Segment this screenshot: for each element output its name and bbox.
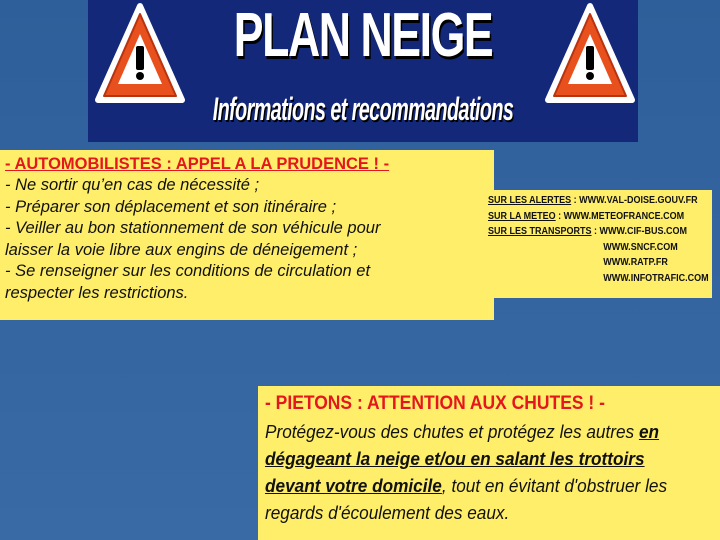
info-links-box <box>484 190 712 298</box>
drivers-line: - Veiller au bon stationnement de son véhicule pour <box>5 219 381 237</box>
pedestrians-heading: - PIETONS : ATTENTION AUX CHUTES ! - <box>265 393 605 414</box>
drivers-heading: - AUTOMOBILISTES : APPEL A LA PRUDENCE ! - <box>5 155 390 173</box>
pedestrians-text-part: , tout en évitant d'obstruer les <box>441 475 668 496</box>
drivers-line: - Se renseigner sur les conditions de circulation et <box>5 262 371 280</box>
transport-link-row <box>488 224 690 240</box>
drivers-line: laisser la voie libre aux engins de déneigement ; <box>5 240 358 259</box>
drivers-line: respecter les restrictions. <box>5 283 189 302</box>
pedestrians-advice-box <box>258 386 720 540</box>
meteo-label: SUR LA METEO <box>488 210 556 222</box>
infotrafic-link[interactable]: WWW.INFOTRAFIC.COM <box>603 272 709 284</box>
pedestrians-emphasis: devant votre domicile <box>265 475 442 496</box>
meteo-link[interactable]: : WWW.METEOFRANCE.COM <box>555 210 685 222</box>
page-subtitle: Informations et recommandations <box>212 91 514 127</box>
pedestrians-text-part: Protégez-vous des chutes et protégez les autres <box>265 421 639 442</box>
pedestrians-emphasis: dégageant la neige et/ou en salant les trottoirs <box>265 448 645 469</box>
pedestrians-text <box>265 418 712 526</box>
page-title: PLAN NEIGE <box>233 1 493 70</box>
meteo-link-row <box>488 209 690 225</box>
drivers-line: - Ne sortir qu’en cas de nécessité ; <box>5 176 260 194</box>
pedestrians-text-part: regards d'écoulement des eaux. <box>265 502 510 523</box>
alerts-label: SUR LES ALERTES <box>488 195 572 206</box>
sncf-link[interactable]: WWW.SNCF.COM <box>603 241 678 253</box>
alerts-link[interactable]: : WWW.VAL-DOISE.GOUV.FR <box>571 195 698 206</box>
header-banner <box>88 0 638 142</box>
drivers-advice-box <box>0 150 494 320</box>
transport-label: SUR LES TRANSPORTS <box>488 226 592 237</box>
ratp-link[interactable]: WWW.RATP.FR <box>603 257 668 268</box>
pedestrians-emphasis: en <box>638 421 660 442</box>
warning-triangle-icon <box>544 2 636 110</box>
drivers-line: - Préparer son déplacement et son itinéraire ; <box>5 197 337 216</box>
alerts-link-row <box>488 193 698 209</box>
cif-bus-link[interactable]: : WWW.CIF-BUS.COM <box>591 226 687 237</box>
